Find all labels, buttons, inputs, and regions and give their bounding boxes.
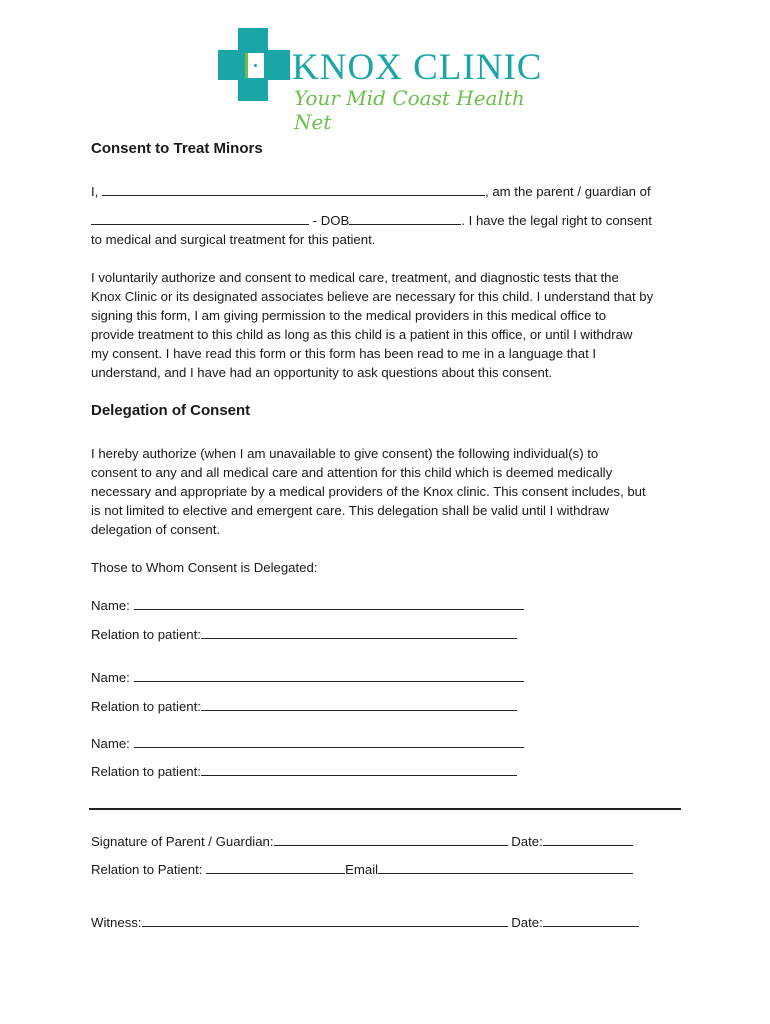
delegation-heading: Delegation of Consent [91, 402, 251, 419]
delegate-3-relation-row [91, 762, 517, 781]
paragraph-line: understand, and I have had an opportunity to ask questions about this consent. [91, 365, 553, 380]
knox-clinic-logo [218, 28, 558, 134]
child-line [91, 211, 652, 230]
delegation-paragraph [91, 444, 646, 539]
delegates-label: Those to Whom Consent is Delegated: [91, 560, 318, 575]
delegate-2-name-row [91, 668, 524, 687]
paragraph-line: is not limited to elective and emergent care. This delegation shall be valid until I withdraw [91, 503, 610, 518]
parent-signature-field[interactable] [274, 833, 508, 846]
witness-date-field[interactable] [543, 914, 639, 927]
parent-line [91, 182, 651, 201]
consent-line3: to medical and surgical treatment for this patient. [91, 232, 376, 247]
door-knob [254, 64, 257, 67]
consent-heading: Consent to Treat Minors [91, 140, 263, 157]
logo-tagline: Your Mid Coast Health Net [294, 86, 525, 134]
delegate-3-relation-field[interactable] [201, 763, 517, 776]
parent-prefix: I, [91, 184, 99, 199]
delegate-3-name-field[interactable] [134, 735, 524, 748]
parent-signature-label: Signature of Parent / Guardian: [91, 834, 274, 849]
delegate-1-relation-field[interactable] [201, 626, 517, 639]
parent-signature-row [91, 832, 633, 851]
witness-row [91, 913, 639, 932]
delegate-2-name-field[interactable] [134, 669, 524, 682]
paragraph-line: I hereby authorize (when I am unavailable to give consent) the following individual(s) to [91, 446, 599, 461]
paragraph-line: delegation of consent. [91, 522, 221, 537]
consent-paragraph [91, 268, 653, 382]
delegate-1-relation-row [91, 625, 517, 644]
paragraph-line: necessary and appropriate by a medical providers of the Knox clinic. This consent includes, but [91, 484, 646, 499]
witness-signature-field[interactable] [142, 914, 508, 927]
name-label: Name: [91, 670, 130, 685]
paragraph-line: provide treatment to this child as long as this child is a patient in this office, or until I withdraw [91, 327, 633, 342]
name-label: Name: [91, 736, 130, 751]
delegate-2-relation-row [91, 697, 517, 716]
relation-label: Relation to patient: [91, 627, 201, 642]
email-field[interactable] [378, 861, 633, 874]
witness-date-label: Date: [511, 915, 543, 930]
section-divider [89, 808, 681, 810]
delegate-2-relation-field[interactable] [201, 698, 517, 711]
relation-to-patient-field[interactable] [206, 861, 345, 874]
delegate-1-name-field[interactable] [134, 597, 524, 610]
legal-right-text: . I have the legal right to consent [461, 213, 652, 228]
parent-name-field[interactable] [102, 183, 485, 196]
parent-suffix: , am the parent / guardian of [485, 184, 651, 199]
dob-label: - DOB [312, 213, 350, 228]
paragraph-line: signing this form, I am giving permission to the medical providers in this medical office to [91, 308, 607, 323]
email-label: Email [345, 862, 379, 877]
delegate-3-name-row [91, 734, 524, 753]
relation-to-patient-label: Relation to Patient: [91, 862, 203, 877]
name-label: Name: [91, 598, 130, 613]
paragraph-line: I voluntarily authorize and consent to medical care, treatment, and diagnostic tests that the [91, 270, 619, 285]
date-label: Date: [511, 834, 543, 849]
relation-label: Relation to patient: [91, 764, 201, 779]
dob-field[interactable] [349, 212, 461, 225]
witness-label: Witness: [91, 915, 142, 930]
relation-email-row [91, 860, 633, 879]
relation-label: Relation to patient: [91, 699, 201, 714]
parent-date-field[interactable] [543, 833, 633, 846]
paragraph-line: my consent. I have read this form or this form has been read to me in a language that I [91, 346, 597, 361]
child-name-field[interactable] [91, 212, 309, 225]
delegate-1-name-row [91, 596, 524, 615]
paragraph-line: Knox Clinic or its designated associates believe are necessary for this child. I understand that by [91, 289, 654, 304]
paragraph-line: consent to any and all medical care and attention for this child which is deemed medically [91, 465, 613, 480]
logo-name: KNOX CLINIC [292, 47, 543, 88]
